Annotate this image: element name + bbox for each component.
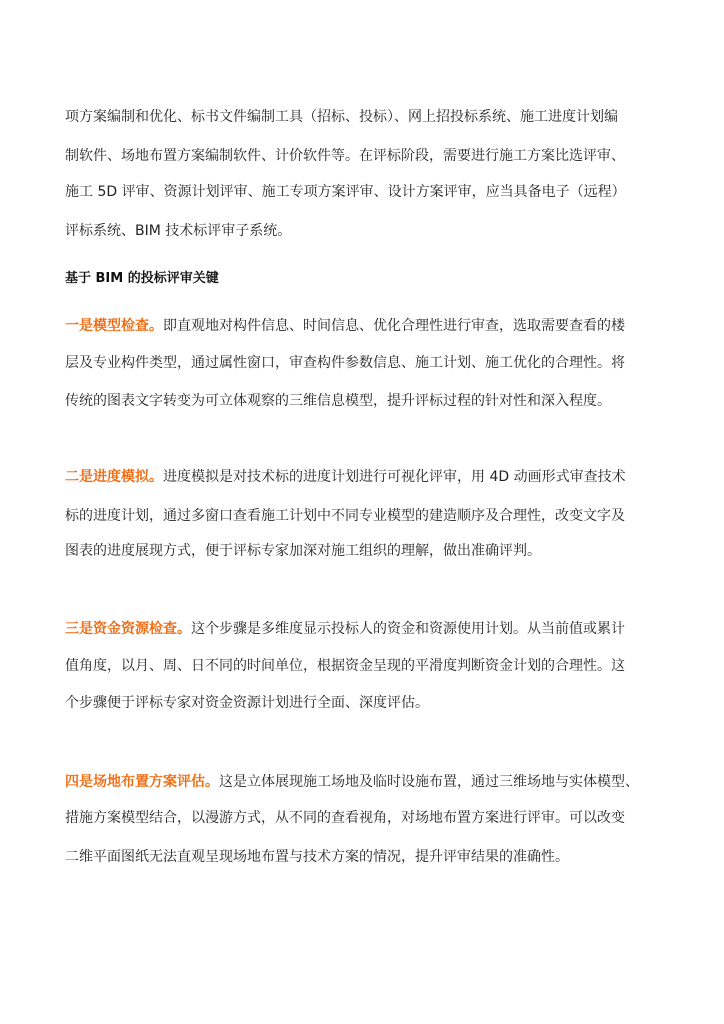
section-line xyxy=(65,772,639,792)
section-heading: 基于 BIM 的投标评审关键 xyxy=(65,271,219,286)
intro-line: 制软件、场地布置方案编制软件、计价软件等。在评标阶段，需要进行施工方案比选评审、 xyxy=(65,148,625,164)
section-line: 个步骤便于评标专家对资金资源计划进行全面、深度评估。 xyxy=(65,695,429,711)
section-line xyxy=(65,467,626,487)
section-line: 传统的图表文字转变为可立体观察的三维信息模型，提升评标过程的针对性和深入程度。 xyxy=(65,393,611,409)
section-text: 即直观地对构件信息、时间信息、优化合理性进行审查，选取需要查看的楼 xyxy=(163,318,625,334)
section-line: 措施方案模型结合，以漫游方式，从不同的查看视角，对场地布置方案进行评审。可以改变 xyxy=(65,810,625,826)
intro-line: 评标系统、BIM 技术标评审子系统。 xyxy=(65,223,292,239)
section-lead: 一是模型检查。 xyxy=(65,318,163,334)
section-line: 二维平面图纸无法直观呈现场地布置与技术方案的情况，提升评审结果的准确性。 xyxy=(65,849,569,865)
section-text: 这是立体展现施工场地及临时设施布置，通过三维场地与实体模型、 xyxy=(219,774,639,790)
section-text: 进度模拟是对技术标的进度计划进行可视化评审，用 4D 动画形式审查技术 xyxy=(163,469,626,485)
section-line: 标的进度计划，通过多窗口查看施工计划中不同专业模型的建造顺序及合理性，改变文字及 xyxy=(65,508,625,524)
section-lead: 四是场地布置方案评估。 xyxy=(65,774,219,790)
section-line xyxy=(65,619,625,639)
section-line: 图表的进度展现方式，便于评标专家加深对施工组织的理解，做出准确评判。 xyxy=(65,543,541,559)
section-line: 值角度，以月、周、日不同的时间单位，根据资金呈现的平滑度判断资金计划的合理性。这 xyxy=(65,658,625,674)
intro-line: 施工 5D 评审、资源计划评审、施工专项方案评审、设计方案评审，应当具备电子（远程） xyxy=(65,184,626,200)
section-text: 这个步骤是多维度显示投标人的资金和资源使用计划。从当前值或累计 xyxy=(191,621,625,637)
section-lead: 二是进度模拟。 xyxy=(65,469,163,485)
section-lead: 三是资金资源检查。 xyxy=(65,621,191,637)
section-line xyxy=(65,316,625,336)
intro-line: 项方案编制和优化、标书文件编制工具（招标、投标）、网上招投标系统、施工进度计划编 xyxy=(65,109,618,125)
section-line: 层及专业构件类型，通过属性窗口，审查构件参数信息、施工计划、施工优化的合理性。将 xyxy=(65,355,625,371)
